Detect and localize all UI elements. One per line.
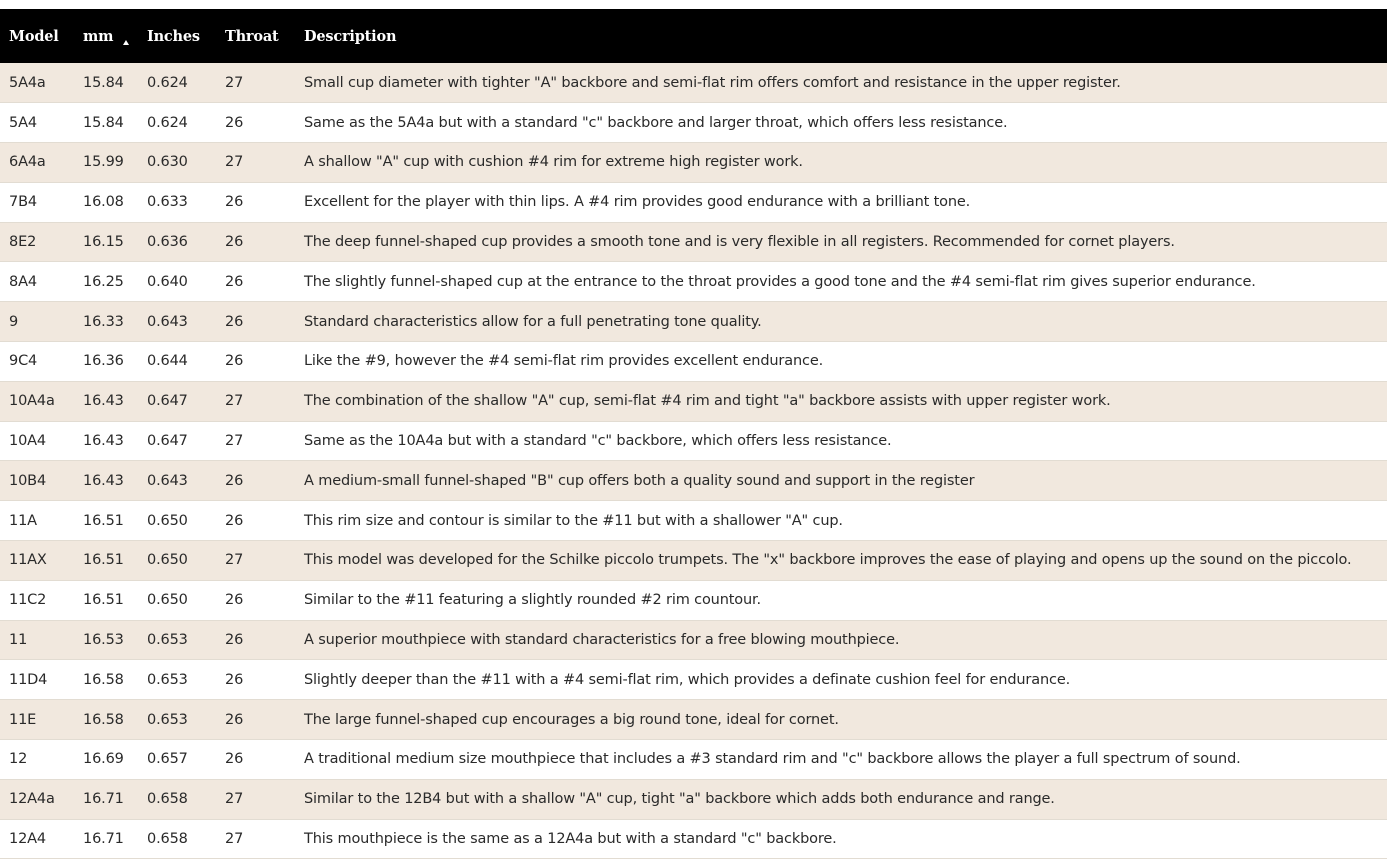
cell-inches: 0.650 bbox=[147, 592, 188, 609]
cell-mm: 16.53 bbox=[83, 632, 124, 649]
cell-throat: 26 bbox=[225, 711, 244, 728]
cell-mm: 16.33 bbox=[83, 313, 124, 330]
cell-mm: 16.69 bbox=[83, 751, 124, 768]
table-row bbox=[0, 222, 1387, 262]
cell-model: 11D4 bbox=[9, 671, 48, 688]
table-row bbox=[0, 740, 1387, 780]
cell-description: Small cup diameter with tighter "A" backbore and semi-flat rim offers comfort and resistance in the upper register. bbox=[304, 74, 1121, 91]
cell-inches: 0.658 bbox=[147, 831, 188, 848]
cell-inches: 0.653 bbox=[147, 711, 188, 728]
cell-throat: 26 bbox=[225, 512, 244, 529]
cell-model: 5A4 bbox=[9, 114, 37, 131]
sort-ascending-icon bbox=[123, 40, 129, 45]
cell-throat: 27 bbox=[225, 393, 244, 410]
cell-mm: 16.43 bbox=[83, 433, 124, 450]
mouthpiece-table bbox=[0, 9, 1387, 859]
cell-throat: 27 bbox=[225, 791, 244, 808]
cell-description: Standard characteristics allow for a full penetrating tone quality. bbox=[304, 313, 762, 330]
table-row bbox=[0, 660, 1387, 700]
cell-throat: 26 bbox=[225, 273, 244, 290]
cell-model: 11A bbox=[9, 512, 37, 529]
table-row bbox=[0, 103, 1387, 143]
cell-description: Same as the 10A4a but with a standard "c" backbore, which offers less resistance. bbox=[304, 433, 892, 450]
cell-throat: 27 bbox=[225, 831, 244, 848]
cell-throat: 26 bbox=[225, 114, 244, 131]
cell-mm: 16.51 bbox=[83, 512, 124, 529]
cell-model: 12 bbox=[9, 751, 28, 768]
cell-mm: 16.43 bbox=[83, 472, 124, 489]
cell-description: Like the #9, however the #4 semi-flat rim provides excellent endurance. bbox=[304, 353, 824, 370]
cell-throat: 27 bbox=[225, 433, 244, 450]
cell-description: A superior mouthpiece with standard characteristics for a free blowing mouthpiece. bbox=[304, 632, 900, 649]
cell-inches: 0.653 bbox=[147, 632, 188, 649]
cell-mm: 16.08 bbox=[83, 194, 124, 211]
cell-description: This rim size and contour is similar to the #11 but with a shallower "A" cup. bbox=[304, 512, 843, 529]
cell-inches: 0.640 bbox=[147, 273, 188, 290]
cell-model: 12A4a bbox=[9, 791, 55, 808]
column-header-inches[interactable]: Inches bbox=[147, 27, 200, 45]
cell-throat: 26 bbox=[225, 592, 244, 609]
table-row bbox=[0, 779, 1387, 819]
table-row bbox=[0, 461, 1387, 501]
cell-mm: 16.51 bbox=[83, 592, 124, 609]
table-row bbox=[0, 143, 1387, 183]
cell-mm: 16.43 bbox=[83, 393, 124, 410]
header-row bbox=[0, 9, 1387, 63]
table-row bbox=[0, 819, 1387, 859]
cell-model: 10B4 bbox=[9, 472, 47, 489]
column-header-throat[interactable]: Throat bbox=[225, 27, 279, 45]
cell-throat: 26 bbox=[225, 632, 244, 649]
table-row bbox=[0, 421, 1387, 461]
column-header-model[interactable]: Model bbox=[9, 27, 59, 45]
cell-model: 11 bbox=[9, 632, 28, 649]
cell-inches: 0.643 bbox=[147, 313, 188, 330]
mouthpiece-table-container bbox=[0, 9, 1387, 859]
cell-description: Slightly deeper than the #11 with a #4 semi-flat rim, which provides a definate cushion feel for endurance. bbox=[304, 671, 1071, 688]
table-row bbox=[0, 381, 1387, 421]
cell-mm: 16.58 bbox=[83, 671, 124, 688]
cell-mm: 16.15 bbox=[83, 234, 124, 251]
table-row bbox=[0, 182, 1387, 222]
cell-mm: 15.84 bbox=[83, 114, 124, 131]
cell-inches: 0.650 bbox=[147, 512, 188, 529]
table-row bbox=[0, 620, 1387, 660]
cell-description: A medium-small funnel-shaped "B" cup offers both a quality sound and support in the register bbox=[304, 472, 975, 489]
cell-model: 11C2 bbox=[9, 592, 47, 609]
cell-throat: 26 bbox=[225, 472, 244, 489]
table-row bbox=[0, 580, 1387, 620]
cell-model: 8A4 bbox=[9, 273, 37, 290]
cell-model: 10A4 bbox=[9, 433, 46, 450]
cell-description: Similar to the 12B4 but with a shallow "A" cup, tight "a" backbore which adds both endurance and range. bbox=[304, 791, 1055, 808]
table-body bbox=[0, 63, 1387, 859]
cell-inches: 0.650 bbox=[147, 552, 188, 569]
cell-model: 11E bbox=[9, 711, 37, 728]
cell-description: Same as the 5A4a but with a standard "c" backbore and larger throat, which offers less resistance. bbox=[304, 114, 1008, 131]
cell-throat: 27 bbox=[225, 74, 244, 91]
cell-mm: 16.58 bbox=[83, 711, 124, 728]
cell-mm: 15.99 bbox=[83, 154, 124, 171]
cell-inches: 0.636 bbox=[147, 234, 188, 251]
table-row bbox=[0, 342, 1387, 382]
cell-mm: 16.36 bbox=[83, 353, 124, 370]
cell-inches: 0.624 bbox=[147, 74, 188, 91]
cell-mm: 16.71 bbox=[83, 831, 124, 848]
cell-model: 10A4a bbox=[9, 393, 55, 410]
cell-model: 12A4 bbox=[9, 831, 46, 848]
cell-inches: 0.658 bbox=[147, 791, 188, 808]
cell-mm: 16.51 bbox=[83, 552, 124, 569]
cell-description: A shallow "A" cup with cushion #4 rim for extreme high register work. bbox=[304, 154, 803, 171]
cell-description: Excellent for the player with thin lips. A #4 rim provides good endurance with a brilliant tone. bbox=[304, 194, 971, 211]
table-row bbox=[0, 501, 1387, 541]
cell-throat: 26 bbox=[225, 671, 244, 688]
cell-inches: 0.624 bbox=[147, 114, 188, 131]
cell-inches: 0.653 bbox=[147, 671, 188, 688]
table-row bbox=[0, 541, 1387, 581]
cell-description: A traditional medium size mouthpiece that includes a #3 standard rim and "c" backbore allows the player a full spectrum of sound. bbox=[304, 751, 1241, 768]
cell-description: The large funnel-shaped cup encourages a big round tone, ideal for cornet. bbox=[304, 711, 839, 728]
cell-inches: 0.647 bbox=[147, 393, 188, 410]
cell-model: 6A4a bbox=[9, 154, 46, 171]
cell-mm: 16.71 bbox=[83, 791, 124, 808]
cell-mm: 16.25 bbox=[83, 273, 124, 290]
cell-throat: 26 bbox=[225, 194, 244, 211]
cell-model: 9C4 bbox=[9, 353, 38, 370]
cell-inches: 0.630 bbox=[147, 154, 188, 171]
cell-description: The deep funnel-shaped cup provides a smooth tone and is very flexible in all registers. Recommended for cornet players. bbox=[304, 234, 1175, 251]
table-header bbox=[0, 9, 1387, 63]
table-row bbox=[0, 262, 1387, 302]
cell-throat: 27 bbox=[225, 154, 244, 171]
cell-model: 5A4a bbox=[9, 74, 46, 91]
cell-description: The combination of the shallow "A" cup, semi-flat #4 rim and tight "a" backbore assists with upper register work. bbox=[304, 393, 1111, 410]
cell-description: Similar to the #11 featuring a slightly rounded #2 rim countour. bbox=[304, 592, 761, 609]
cell-model: 8E2 bbox=[9, 234, 37, 251]
cell-throat: 26 bbox=[225, 353, 244, 370]
cell-inches: 0.647 bbox=[147, 433, 188, 450]
cell-inches: 0.643 bbox=[147, 472, 188, 489]
column-header-mm[interactable]: mm bbox=[74, 9, 138, 63]
table-row bbox=[0, 302, 1387, 342]
cell-description: This model was developed for the Schilke piccolo trumpets. The "x" backbore improves the ease of playing and opens up the sound on the piccolo. bbox=[304, 552, 1352, 569]
cell-throat: 26 bbox=[225, 313, 244, 330]
table-row bbox=[0, 63, 1387, 103]
cell-description: This mouthpiece is the same as a 12A4a but with a standard "c" backbore. bbox=[304, 831, 837, 848]
cell-inches: 0.633 bbox=[147, 194, 188, 211]
cell-inches: 0.657 bbox=[147, 751, 188, 768]
cell-mm: 15.84 bbox=[83, 74, 124, 91]
cell-inches: 0.644 bbox=[147, 353, 188, 370]
cell-model: 11AX bbox=[9, 552, 47, 569]
cell-model: 7B4 bbox=[9, 194, 37, 211]
cell-throat: 27 bbox=[225, 552, 244, 569]
cell-throat: 26 bbox=[225, 751, 244, 768]
cell-description: The slightly funnel-shaped cup at the entrance to the throat provides a good tone and the #4 semi-flat rim gives superior endurance. bbox=[304, 273, 1256, 290]
cell-model: 9 bbox=[9, 313, 19, 330]
cell-throat: 26 bbox=[225, 234, 244, 251]
table-row bbox=[0, 700, 1387, 740]
column-header-description[interactable]: Description bbox=[304, 27, 397, 45]
